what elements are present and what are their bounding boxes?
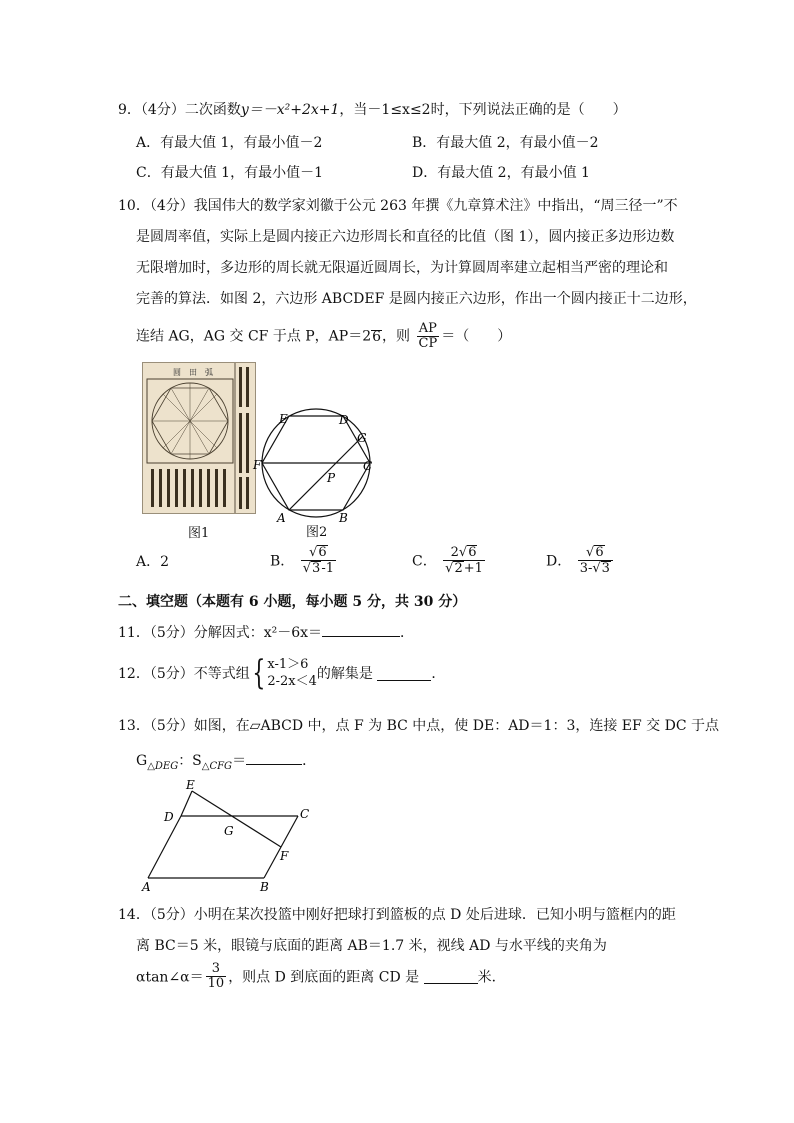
q10-option-d: D． $\frac{√6}{3-√3}$	[546, 545, 615, 576]
figure-1-book-image	[142, 362, 256, 514]
q10-option-c: C． $\frac{2√6}{√2+1}$	[412, 545, 483, 576]
q12-answer-blank[interactable]	[377, 666, 431, 681]
q10-line-5: 连结 AG，AG 交 CF 于点 P，AP＝26，则 $\frac{AP}{CP}$ ＝（ ）	[136, 321, 512, 351]
q14-line-1: 14．（5分）小明在某次投篮中刚好把球打到篮板的点 D 处后进球．已知小明与篮框内的距	[118, 907, 676, 923]
q9-stem: 9．（4分）二次函数y＝－x²+2x+1，当－1≤x≤2时，下列说法正确的是（ ）	[118, 102, 627, 118]
q14-line-3: αtan∠α＝ $\frac{3}{10}$ ，则点 D 到底面的距离 CD 是 米．	[136, 961, 506, 991]
label-b: B	[260, 880, 269, 894]
figure-1-caption: 图1	[188, 526, 210, 541]
label-d: D	[164, 810, 174, 824]
q10-option-a: A．2	[136, 554, 170, 570]
label-a: A	[142, 880, 151, 894]
figure-2-hexagon-diagram	[250, 405, 380, 535]
book-illustration	[143, 363, 255, 513]
label-e: E	[279, 412, 288, 426]
q14-line-2: 离 BC＝5 米，眼镜与底面的距离 AB＝1.7 米，视线 AD 与水平线的夹角为	[136, 938, 607, 954]
tan-fraction: $\frac{3}{10}$	[207, 961, 225, 991]
q9-option-c: C．有最大值 1，有最小值－1	[136, 165, 323, 181]
label-f: F	[253, 458, 262, 472]
label-e: E	[186, 778, 195, 792]
label-b: B	[339, 511, 348, 525]
section-2-heading: 二、填空题（本题有 6 小题，每小题 5 分，共 30 分）	[118, 594, 467, 610]
q9-option-a: A．有最大值 1，有最小值－2	[136, 135, 323, 151]
label-a: A	[277, 511, 286, 525]
fig1-title: 圆 田 弧	[173, 368, 213, 377]
q10-line-4: 完善的算法．如图 2，六边形 ABCDEF 是圆内接正六边形，作出一个圆内接正十二边形，	[136, 291, 697, 307]
q9-option-b: B．有最大值 2，有最小值－2	[412, 135, 599, 151]
ap-over-cp-fraction: $\frac{AP}{CP}$	[418, 321, 438, 351]
label-g: G	[224, 824, 234, 838]
segment-de	[181, 791, 192, 816]
label-p: P	[327, 471, 336, 485]
q10-line-1: 10．（4分）我国伟大的数学家刘徽于公元 263 年撰《九章算术注》中指出，“周三径一”不	[118, 198, 678, 214]
q10-option-b: B． $\frac{√6}{√3-1}$	[270, 545, 334, 576]
q9-option-d: D．有最大值 2，有最小值 1	[412, 165, 590, 181]
q10-line-2: 是圆周率值，实际上是圆内接正六边形周长和直径的比值（图 1），圆内接正多边形边数	[136, 229, 675, 245]
label-c: C	[300, 807, 310, 821]
q11: 11．（5分）分解因式：x²－6x＝ ．	[118, 622, 414, 643]
q13-line-1: 13．（5分）如图，在▱ABCD 中，点 F 为 BC 中点，使 DE：AD＝1：3，连接 EF 交 DC 于点	[118, 718, 720, 734]
sqrt-radicand: 6	[372, 328, 382, 345]
segment-ef	[192, 791, 281, 847]
label-f: F	[280, 849, 289, 863]
parallelogram-diagram	[136, 774, 326, 896]
q10-line-3: 无限增加时，多边形的周长就无限逼近圆周长，为计算圆周率建立起相当严密的理论和	[136, 260, 668, 276]
segment-ad	[148, 816, 181, 878]
segment-ag	[289, 436, 363, 510]
brace-icon: {	[252, 653, 266, 693]
figure-2-caption: 图2	[306, 525, 328, 540]
label-g: G	[357, 431, 367, 445]
q13-answer-blank[interactable]	[246, 750, 302, 765]
q11-answer-blank[interactable]	[322, 622, 400, 637]
q13-line-2: $G_{\triangle DEG}$：$S_{\triangle CFG}=$ ．	[136, 750, 316, 777]
q14-answer-blank[interactable]	[424, 969, 478, 984]
label-d: D	[339, 413, 349, 427]
q12: 12．（5分）不等式组{ x-1＞6 2-2x＜4 的解集是 ．	[118, 653, 446, 693]
label-c: C	[363, 459, 373, 473]
